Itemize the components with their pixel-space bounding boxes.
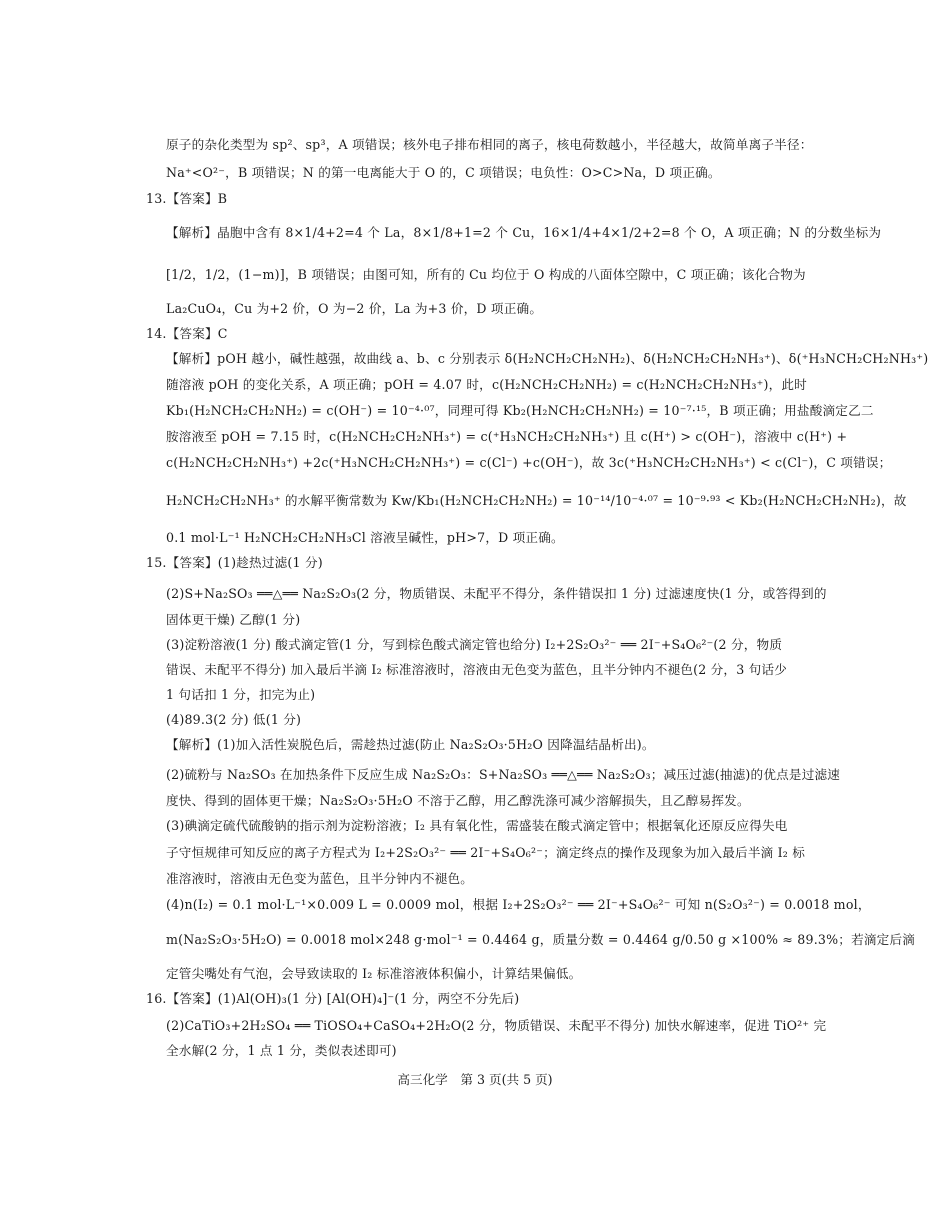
text-line: La₂CuO₄，Cu 为+2 价，O 为−2 价，La 为+3 价，D 项正确。 bbox=[166, 301, 543, 316]
text-line: 胺溶液至 pOH = 7.15 时，c(H₂NCH₂CH₂NH₃⁺) = c(⁺H₃NCH₂CH₂NH₃⁺) 且 c(H⁺) > c(OH⁻)，溶液中 c(H⁺) + bbox=[166, 429, 848, 444]
text-line: 0.1 mol·L⁻¹ H₂NCH₂CH₂NH₃Cl 溶液呈碱性，pH>7，D 项正确。 bbox=[166, 530, 564, 545]
text-line: 子守恒规律可知反应的离子方程式为 I₂+2S₂O₃²⁻ ══ 2I⁻+S₄O₆²⁻；滴定终点的操作及现象为加入最后半滴 I₂ 标 bbox=[166, 845, 806, 860]
text-line: Na⁺<O²⁻，B 项错误；N 的第一电离能大于 O 的，C 项错误；电负性：O>C>Na，D 项正确。 bbox=[166, 165, 721, 180]
text-line: H₂NCH₂CH₂NH₃⁺ 的水解平衡常数为 Kw/Kb₁(H₂NCH₂CH₂NH₂) = 10⁻¹⁴/10⁻⁴·⁰⁷ = 10⁻⁹·⁹³ < Kb₂(H₂NCH₂CH₂NH₂)，故 bbox=[166, 493, 907, 508]
text-line: 【解析】pOH 越小，碱性越强，故曲线 a、b、c 分别表示 δ(H₂NCH₂CH₂NH₂)、δ(H₂NCH₂CH₂NH₃⁺)、δ(⁺H₃NCH₂CH₂NH₃⁺) bbox=[166, 351, 929, 366]
text-line: m(Na₂S₂O₃·5H₂O) = 0.0018 mol×248 g·mol⁻¹ = 0.4464 g，质量分数 = 0.4464 g/0.50 g ×100% ≈ 89.3%；若滴定后滴 bbox=[166, 932, 916, 947]
text-line: (2)硫粉与 Na₂SO₃ 在加热条件下反应生成 Na₂S₂O₃：S+Na₂SO₃ ══△══ Na₂S₂O₃；减压过滤(抽滤)的优点是过滤速 bbox=[166, 767, 841, 782]
text-line: 固体更干燥) 乙醇(1 分) bbox=[166, 612, 301, 627]
text-line: 随溶液 pOH 的变化关系，A 项正确；pOH = 4.07 时，c(H₂NCH₂CH₂NH₂) = c(H₂NCH₂CH₂NH₃⁺)，此时 bbox=[166, 377, 807, 392]
text-line: 全水解(2 分，1 点 1 分，类似表述即可) bbox=[166, 1043, 397, 1058]
text-line: 原子的杂化类型为 sp²、sp³，A 项错误；核外电子排布相同的离子，核电荷数越小，半径越大，故简单离子半径： bbox=[166, 137, 813, 152]
text-line: 定管尖嘴处有气泡，会导致读取的 I₂ 标准溶液体积偏小，计算结果偏低。 bbox=[166, 966, 582, 981]
text-line: 错误、未配平不得分) 加入最后半滴 I₂ 标准溶液时，溶液由无色变为蓝色，且半分钟内不褪色(2 分，3 句话少 bbox=[166, 662, 788, 677]
text-line: Kb₁(H₂NCH₂CH₂NH₂) = c(OH⁻) = 10⁻⁴·⁰⁷，同理可得 Kb₂(H₂NCH₂CH₂NH₂) = 10⁻⁷·¹⁵，B 项正确；用盐酸滴定乙二 bbox=[166, 403, 874, 418]
text-line: 准溶液时，溶液由无色变为蓝色，且半分钟内不褪色。 bbox=[166, 871, 474, 886]
text-line: 15.【答案】(1)趁热过滤(1 分) bbox=[146, 555, 323, 570]
text-line: 16.【答案】(1)Al(OH)₃(1 分) [Al(OH)₄]⁻(1 分，两空不分先后) bbox=[146, 991, 520, 1006]
text-line: [1/2，1/2，(1−m)]，B 项错误；由图可知，所有的 Cu 均位于 O 构成的八面体空隙中，C 项正确；该化合物为 bbox=[166, 267, 806, 282]
text-line: 度快、得到的固体更干燥；Na₂S₂O₃·5H₂O 不溶于乙醇，用乙醇洗涤可减少溶解损失，且乙醇易挥发。 bbox=[166, 793, 750, 808]
text-line: 13.【答案】B bbox=[146, 191, 228, 206]
text-line: (2)CaTiO₃+2H₂SO₄ ══ TiOSO₄+CaSO₄+2H₂O(2 分，物质错误、未配平不得分) 加快水解速率，促进 TiO²⁺ 完 bbox=[166, 1018, 827, 1033]
text-line: 【解析】(1)加入活性炭脱色后，需趁热过滤(防止 Na₂S₂O₃·5H₂O 因降温结晶析出)。 bbox=[166, 737, 655, 752]
text-line: 【解析】晶胞中含有 8×1/4+2=4 个 La，8×1/8+1=2 个 Cu，16×1/4+4×1/2+2=8 个 O，A 项正确；N 的分数坐标为 bbox=[166, 225, 882, 240]
text-line: (2)S+Na₂SO₃ ══△══ Na₂S₂O₃(2 分，物质错误、未配平不得分，条件错误扣 1 分) 过滤速度快(1 分，或答得到的 bbox=[166, 586, 827, 601]
text-line: c(H₂NCH₂CH₂NH₃⁺) +2c(⁺H₃NCH₂CH₂NH₃⁺) = c(Cl⁻) +c(OH⁻)，故 3c(⁺H₃NCH₂CH₂NH₃⁺) < c(Cl⁻)，C 项错误； bbox=[166, 455, 892, 470]
text-line: (3)碘滴定硫代硫酸钠的指示剂为淀粉溶液；I₂ 具有氧化性，需盛装在酸式滴定管中；根据氧化还原反应得失电 bbox=[166, 818, 788, 833]
text-line: (4)n(I₂) = 0.1 mol·L⁻¹×0.009 L = 0.0009 mol，根据 I₂+2S₂O₃²⁻ ══ 2I⁻+S₄O₆²⁻ 可知 n(S₂O₃²⁻) = 0.0018 mol， bbox=[166, 897, 871, 912]
text-line: (3)淀粉溶液(1 分) 酸式滴定管(1 分，写到棕色酸式滴定管也给分) I₂+2S₂O₃²⁻ ══ 2I⁻+S₄O₆²⁻(2 分，物质 bbox=[166, 637, 783, 652]
page-footer: 高三化学 第 3 页(共 5 页) bbox=[397, 1072, 553, 1087]
text-line: (4)89.3(2 分) 低(1 分) bbox=[166, 712, 302, 727]
text-line: 14.【答案】C bbox=[146, 326, 228, 341]
text-line: 1 句话扣 1 分，扣完为止) bbox=[166, 687, 316, 702]
